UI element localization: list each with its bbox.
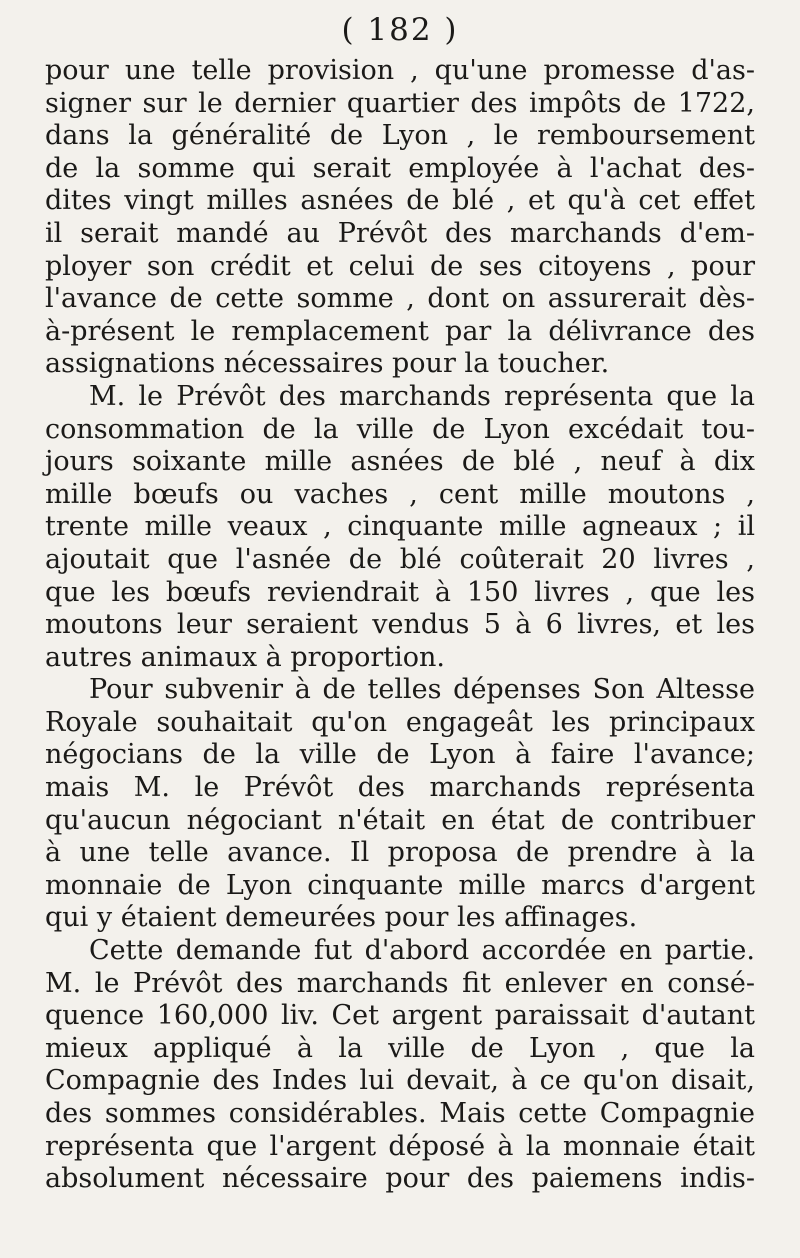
text-line: moutons leur seraient vendus 5 à 6 livres, et les xyxy=(45,609,755,641)
text-line: dites vingt milles asnées de blé , et qu'à cet effet xyxy=(45,185,755,217)
body-text xyxy=(45,55,755,1196)
text-line: assignations nécessaires pour la toucher. xyxy=(45,348,610,380)
text-line: Compagnie des Indes lui devait, à ce qu'on disait, xyxy=(45,1065,755,1097)
text-line: absolument nécessaire pour des paiemens indis- xyxy=(45,1163,755,1195)
text-line: Royale souhaitait qu'on engageât les principaux xyxy=(45,706,755,738)
text-line: à une telle avance. Il proposa de prendre à la xyxy=(45,837,755,869)
text-line: il serait mandé au Prévôt des marchands d'em- xyxy=(45,217,755,249)
text-line: mais M. le Prévôt des marchands représenta xyxy=(45,772,755,804)
text-line: qu'aucun négociant n'était en état de contribuer xyxy=(45,804,755,836)
paragraph-start-line: Cette demande fut d'abord accordée en partie. xyxy=(89,935,755,967)
text-line: autres animaux à proportion. xyxy=(45,641,445,673)
text-line: représenta que l'argent déposé à la monnaie était xyxy=(45,1130,755,1162)
text-line: mille bœufs ou vaches , cent mille moutons , xyxy=(45,478,755,510)
text-line: mieux appliqué à la ville de Lyon , que la xyxy=(45,1032,755,1064)
text-line: ployer son crédit et celui de ses citoyens , pour xyxy=(45,250,755,282)
text-line: ajoutait que l'asnée de blé coûterait 20 livres , xyxy=(45,543,755,575)
text-line: de la somme qui serait employée à l'achat des- xyxy=(45,152,755,184)
text-line: consommation de la ville de Lyon excédait tou- xyxy=(45,413,755,445)
text-line: quence 160,000 liv. Cet argent paraissait d'autant xyxy=(45,1000,755,1032)
text-line: signer sur le dernier quartier des impôts de 1722, xyxy=(45,87,755,119)
text-line: que les bœufs reviendrait à 150 livres , que les xyxy=(45,576,755,608)
text-line: des sommes considérables. Mais cette Compagnie xyxy=(45,1098,755,1129)
text-line: à-présent le remplacement par la délivrance des xyxy=(45,315,755,347)
text-line: qui y étaient demeurées pour les affinages. xyxy=(45,902,638,934)
paragraph-start-line: Pour subvenir à de telles dépenses Son Altesse xyxy=(89,674,755,706)
text-line: l'avance de cette somme , dont on assurerait dès- xyxy=(45,283,755,315)
text-line: dans la généralité de Lyon , le remboursement xyxy=(45,120,755,152)
paragraph-start-line: M. le Prévôt des marchands représenta que la xyxy=(89,380,755,412)
text-line: négocians de la ville de Lyon à faire l'avance; xyxy=(45,739,755,771)
text-line: trente mille veaux , cinquante mille agneaux ; il xyxy=(45,511,755,543)
page-number: ( 182 ) xyxy=(341,12,459,48)
text-line: M. le Prévôt des marchands fit enlever en consé- xyxy=(45,967,755,999)
text-line: jours soixante mille asnées de blé , neuf à dix xyxy=(45,446,755,478)
text-line: monnaie de Lyon cinquante mille marcs d'argent xyxy=(45,869,755,901)
text-line: pour une telle provision , qu'une promesse d'as- xyxy=(45,55,755,86)
